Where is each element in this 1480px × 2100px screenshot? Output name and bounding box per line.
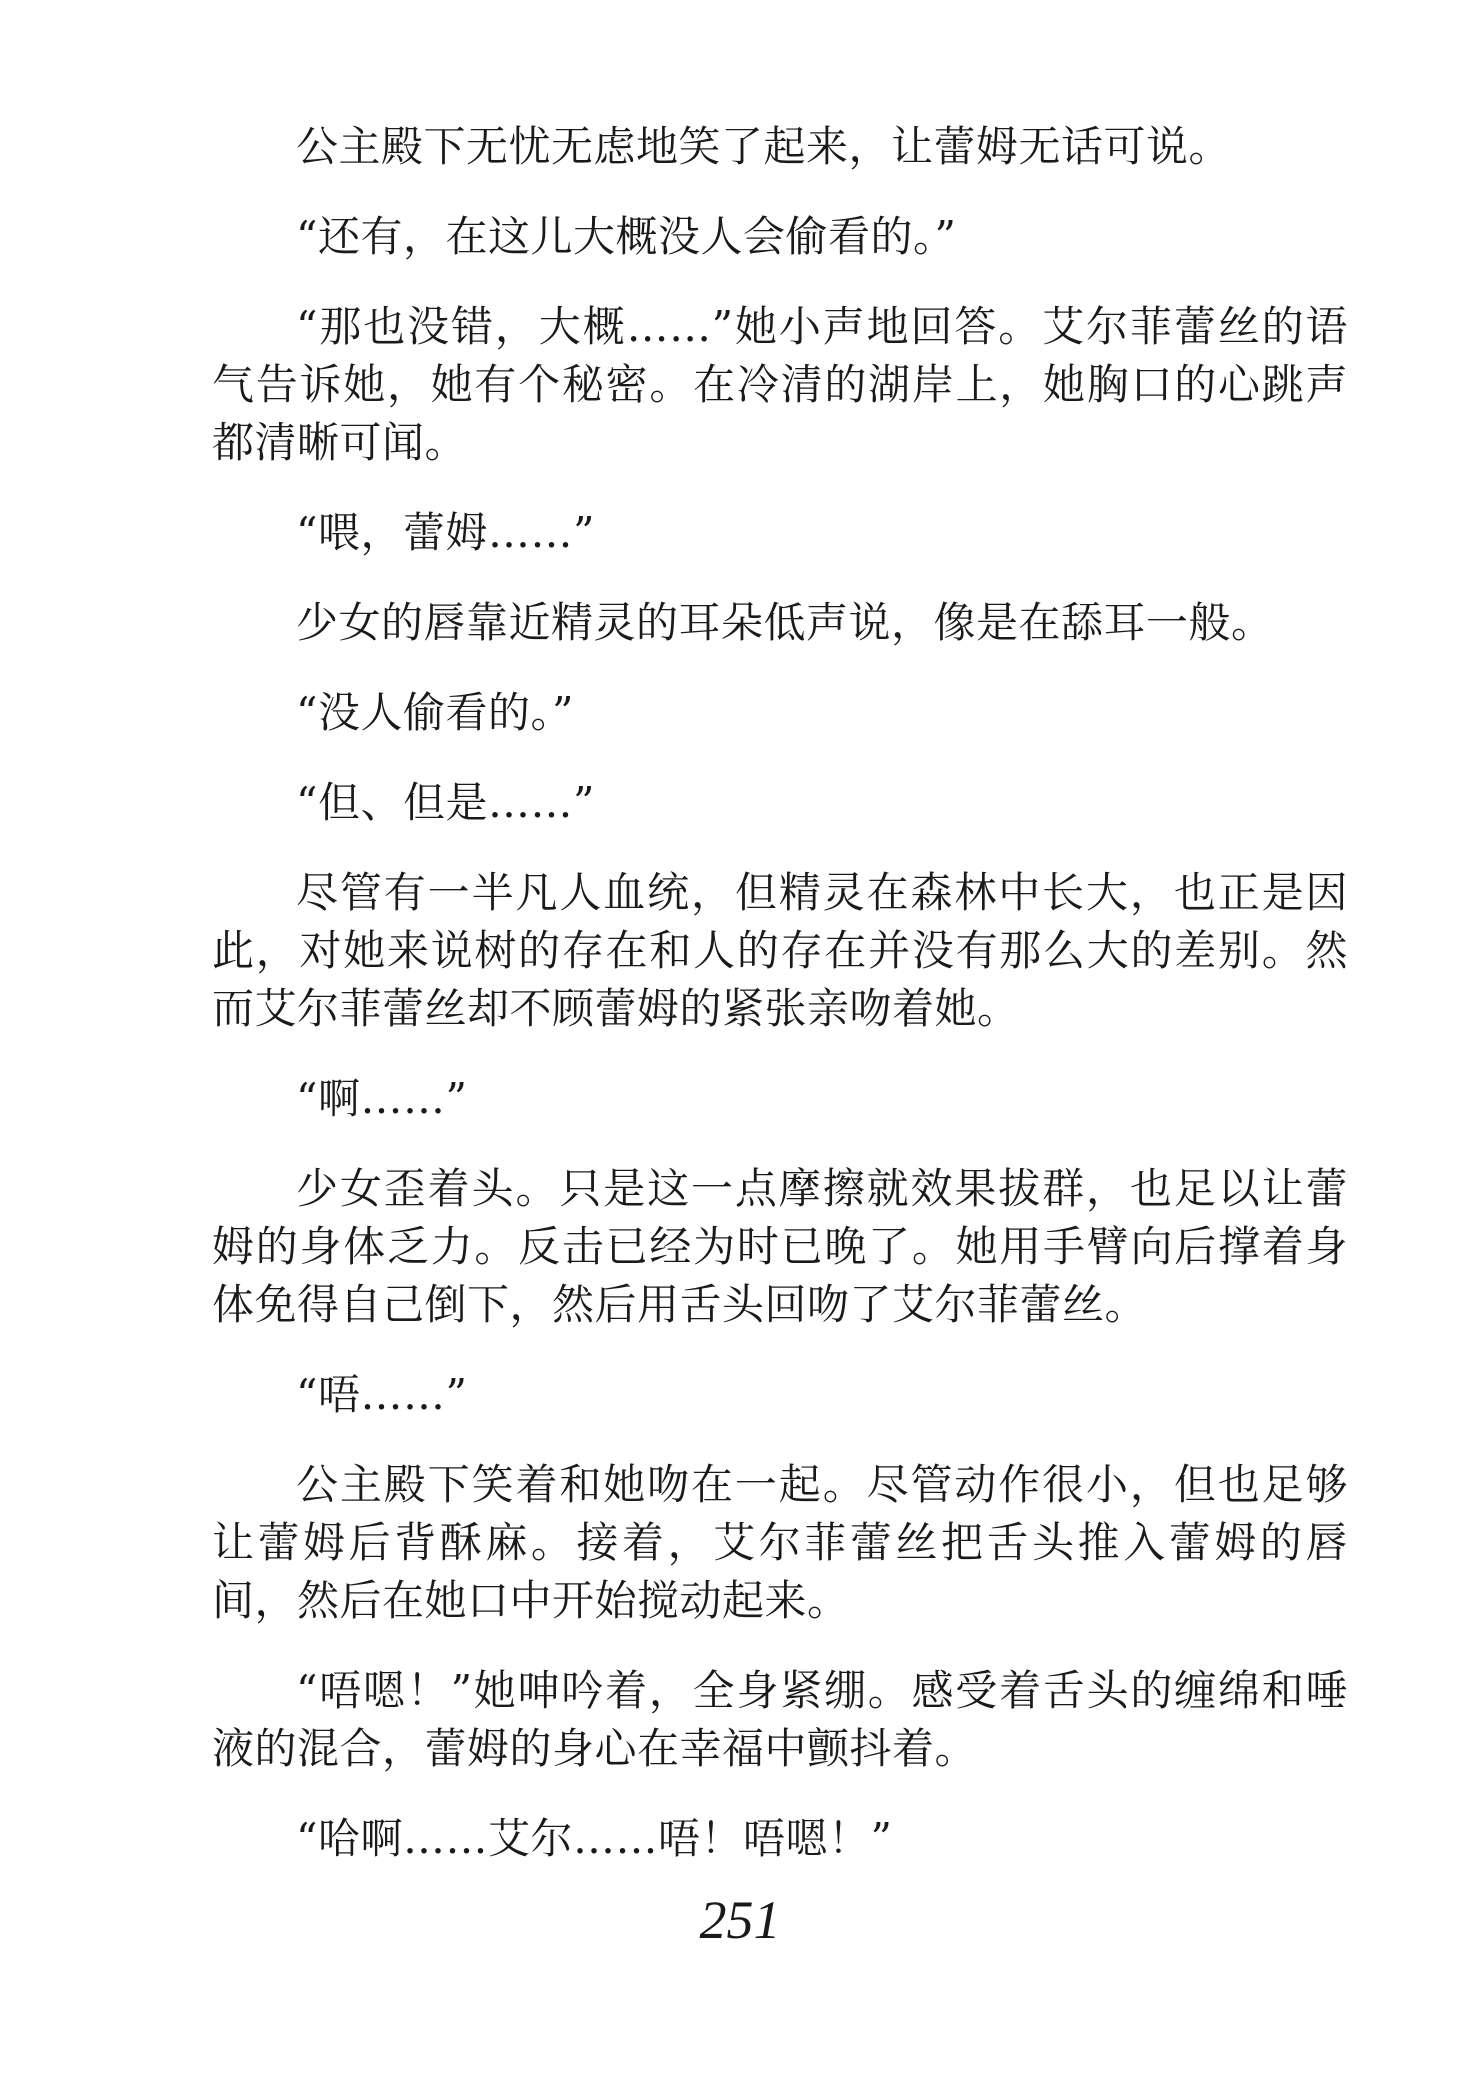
paragraph: “唔嗯！”她呻吟着，全身紧绷。感受着舌头的缠绵和唾液的混合，蕾姆的身心在幸福中颤抖着。 — [212, 1666, 1348, 1773]
paragraph: “那也没错，大概……”她小声地回答。艾尔菲蕾丝的语气告诉她，她有个秘密。在冷清的湖岸上，她胸口的心跳声都清晰可闻。 — [212, 302, 1348, 467]
page-number: 251 — [699, 1890, 781, 1950]
paragraph: 尽管有一半凡人血统，但精灵在森林中长大，也正是因此，对她来说树的存在和人的存在并没有那么大的差别。然而艾尔菲蕾丝却不顾蕾姆的紧张亲吻着她。 — [212, 868, 1348, 1033]
paragraph: 公主殿下笑着和她吻在一起。尽管动作很小，但也足够让蕾姆后背酥麻。接着，艾尔菲蕾丝把舌头推入蕾姆的唇间，然后在她口中开始搅动起来。 — [212, 1460, 1348, 1625]
paragraph: “哈啊……艾尔……唔！唔嗯！” — [296, 1814, 893, 1863]
paragraph: “还有，在这儿大概没人会偷看的。” — [296, 212, 957, 261]
body-text — [212, 118, 1348, 1900]
paragraph: 公主殿下无忧无虑地笑了起来，让蕾姆无话可说。 — [296, 122, 1232, 171]
paragraph: “没人偷看的。” — [296, 688, 574, 737]
paragraph: “但、但是……” — [296, 778, 595, 827]
paragraph: “喂，蕾姆……” — [296, 508, 595, 557]
paragraph: “啊……” — [296, 1074, 468, 1123]
paragraph: 少女歪着头。只是这一点摩擦就效果拔群，也足以让蕾姆的身体乏力。反击已经为时已晚了。她用手臂向后撑着身体免得自己倒下，然后用舌头回吻了艾尔菲蕾丝。 — [212, 1164, 1348, 1329]
paragraph: 少女的唇靠近精灵的耳朵低声说，像是在舔耳一般。 — [296, 598, 1274, 647]
paragraph: “唔……” — [296, 1370, 468, 1419]
